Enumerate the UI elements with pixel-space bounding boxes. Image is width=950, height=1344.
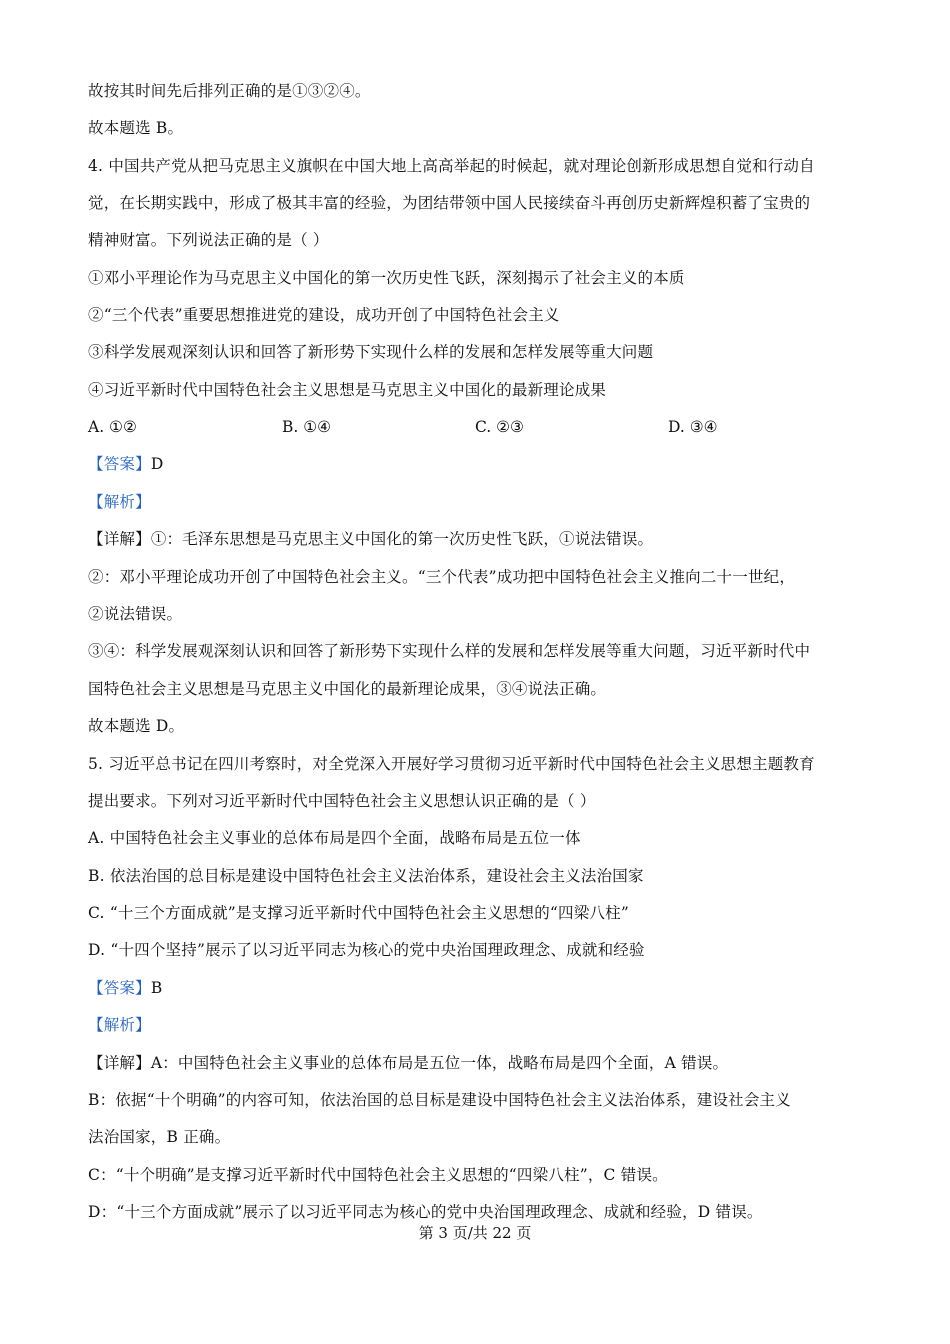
q5-answer-value: B — [150, 979, 163, 997]
q5-answer-tag: 【答案】 — [88, 979, 151, 997]
q4-stem-line-1: 4. 中国共产党从把马克思主义旗帜在中国大地上高高举起的时候起，就对理论创新形成思想自觉和行动自 — [88, 157, 815, 175]
q4-analysis-tag: 【解析】 — [88, 493, 151, 511]
q5-option-a: A. 中国特色社会主义事业的总体布局是四个全面，战略布局是五位一体 — [88, 829, 581, 847]
q4-item-4: ④习近平新时代中国特色社会主义思想是马克思主义中国化的最新理论成果 — [88, 381, 607, 399]
q4-stem-line-3: 精神财富。下列说法正确的是（ ） — [88, 231, 329, 249]
q4-item-1: ①邓小平理论作为马克思主义中国化的第一次历史性飞跃，深刻揭示了社会主义的本质 — [88, 269, 685, 287]
q4-detail-2b: ②说法错误。 — [88, 605, 183, 623]
q5-detail-a: A：中国特色社会主义事业的总体布局是五位一体，战略布局是四个全面，A 错误。 — [150, 1054, 729, 1072]
q5-stem-line-2: 提出要求。下列对习近平新时代中国特色社会主义思想认识正确的是（ ） — [88, 792, 596, 810]
q5-option-d: D. “十四个坚持”展示了以习近平同志为核心的党中央治国理政理念、成就和经验 — [88, 941, 645, 959]
page-number-footer: 第 3 页/共 22 页 — [418, 1224, 532, 1242]
q4-detail-line-1 — [88, 528, 868, 550]
q4-option-a: A. ①② — [88, 418, 137, 436]
q4-detail-2a: ②：邓小平理论成功开创了中国特色社会主义。“三个代表”成功把中国特色社会主义推向二十一世纪， — [88, 568, 796, 586]
q4-analysis-line — [88, 491, 868, 513]
q5-detail-line-a — [88, 1052, 868, 1074]
q5-detail-d: D：“十三个方面成就”展示了以习近平同志为核心的党中央治国理政理念、成就和经验，D 错误。 — [88, 1203, 763, 1221]
q3-conclusion: 故本题选 B。 — [88, 119, 184, 137]
q5-detail-b1: B：依据“十个明确”的内容可知，依法治国的总目标是建设中国特色社会主义法治体系，建设社会主义 — [88, 1091, 791, 1109]
q4-answer-line — [88, 453, 868, 475]
q4-answer-value: D — [150, 455, 164, 473]
q4-item-3: ③科学发展观深刻认识和回答了新形势下实现什么样的发展和怎样发展等重大问题 — [88, 343, 654, 361]
q4-conclusion: 故本题选 D。 — [88, 717, 185, 735]
q4-detail-1: ①：毛泽东思想是马克思主义中国化的第一次历史性飞跃，①说法错误。 — [150, 530, 654, 548]
q5-option-c: C. “十三个方面成就”是支撑习近平新时代中国特色社会主义思想的“四梁八柱” — [88, 904, 629, 922]
q4-item-2: ②“三个代表”重要思想推进党的建设，成功开创了中国特色社会主义 — [88, 306, 560, 324]
q5-detail-c: C：“十个明确”是支撑习近平新时代中国特色社会主义思想的“四梁八柱”，C 错误。 — [88, 1166, 668, 1184]
q5-answer-line — [88, 977, 868, 999]
q5-detail-tag: 【详解】 — [88, 1054, 151, 1072]
q5-analysis-tag: 【解析】 — [88, 1016, 151, 1034]
q4-answer-tag: 【答案】 — [88, 455, 151, 473]
q5-detail-b2: 法治国家，B 正确。 — [88, 1128, 231, 1146]
q4-option-b: B. ①④ — [282, 418, 332, 436]
q5-analysis-line — [88, 1014, 868, 1036]
q3-order-line: 故按其时间先后排列正确的是①③②④。 — [88, 82, 371, 100]
q4-detail-tag: 【详解】 — [88, 530, 151, 548]
q4-option-c: C. ②③ — [475, 418, 524, 436]
q4-stem-line-2: 觉，在长期实践中，形成了极其丰富的经验，为团结带领中国人民接续奋斗再创历史新辉煌积蓄了宝贵的 — [88, 194, 811, 212]
q5-option-b: B. 依法治国的总目标是建设中国特色社会主义法治体系，建设社会主义法治国家 — [88, 867, 644, 885]
q4-option-d: D. ③④ — [668, 418, 718, 436]
q5-stem-line-1: 5. 习近平总书记在四川考察时，对全党深入开展好学习贯彻习近平新时代中国特色社会主义思想主题教育 — [88, 755, 815, 773]
q4-detail-3a: ③④：科学发展观深刻认识和回答了新形势下实现什么样的发展和怎样发展等重大问题，习近平新时代中 — [88, 642, 811, 660]
q4-detail-3b: 国特色社会主义思想是马克思主义中国化的最新理论成果，③④说法正确。 — [88, 680, 607, 698]
